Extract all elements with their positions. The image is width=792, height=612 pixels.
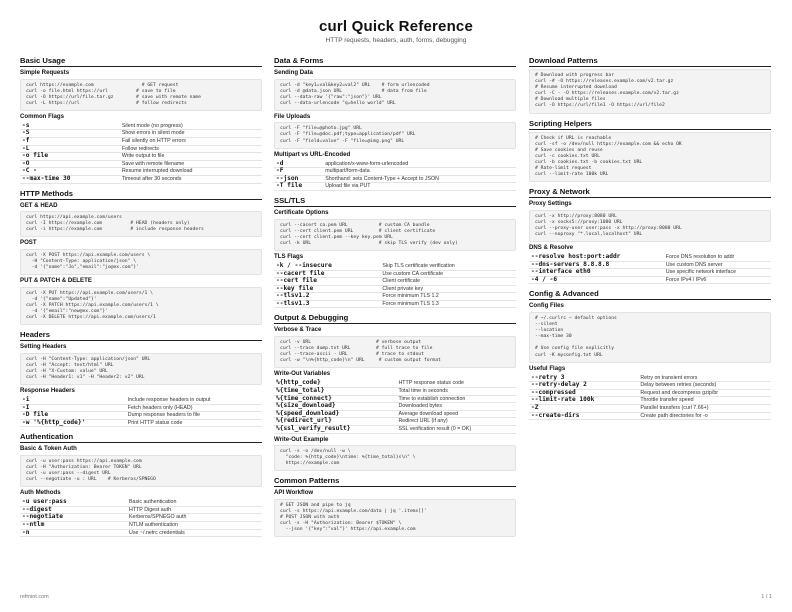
flag-name: -d <box>274 161 323 168</box>
table-row <box>20 499 262 506</box>
code-block: curl -u user:pass https://api.example.com curl -H "Authorization: Bearer TOKEN" URL curl -u user:pass --digest URL curl --negotiate -u : URL # Kerberos/SPNEGO <box>20 455 262 487</box>
table-row <box>274 387 516 395</box>
flag-name: --json <box>274 175 323 183</box>
flag-name: %{size_download} <box>274 403 396 411</box>
table-row <box>274 183 516 191</box>
footer-site: refmint.com <box>20 594 49 600</box>
flag-description: Use specific network interface <box>664 269 771 277</box>
flag-name: -T file <box>274 183 323 191</box>
page-title: curl Quick Reference <box>318 18 474 35</box>
section-title-http-methods: HTTP Methods <box>20 189 262 200</box>
flag-name: --digest <box>20 506 127 514</box>
subsection-title: Config Files <box>529 302 564 310</box>
flag-name: -f <box>20 138 120 146</box>
code-block: curl -v URL # verbose output curl --trace dump.txt URL # full trace to file curl --trace-ascii - URL # trace to stdout curl -w "\n%{http_code}\n" URL # custom output format <box>274 336 516 368</box>
code-block: curl -s -o /dev/null -w \ "code: %{http_code}\ntime: %{time_total}s\n" \ https://example.com <box>274 445 516 471</box>
table-row <box>529 405 771 413</box>
flag-name: --negotiate <box>20 514 127 522</box>
flag-description: Delay between retries (seconds) <box>638 382 771 390</box>
write-out-table <box>274 380 516 433</box>
flag-description: Silent mode (no progress) <box>120 123 262 130</box>
page-header <box>0 18 792 45</box>
flag-description: multipart/form-data <box>323 168 516 176</box>
code-block: curl -d "key1=val&key2=val2" URL # form urlencoded curl -d @data.json URL # data from file curl --data-raw '{"raw":"json"}' URL curl --data-urlencode "q=hello world" URL <box>274 79 516 111</box>
useful-flags-table <box>529 375 771 421</box>
subsection-title: Multipart vs URL-Encoded <box>274 150 351 158</box>
page-subtitle: HTTP requests, headers, auth, forms, debugging <box>325 37 467 44</box>
code-block: # Check if URL is reachable curl -sf -o /dev/null https://example.com && echo OK # Save cookies and reuse curl -c cookies.txt URL curl -b cookies.txt -b cookies.txt URL # Rate-limit request curl --limit-rate 100k URL <box>529 132 771 183</box>
subsection-title: Basic & Token Auth <box>20 445 77 453</box>
flag-name: %{ssl_verify_result} <box>274 425 396 433</box>
subsection-title: GET & HEAD <box>20 201 58 209</box>
flag-name: --retry 3 <box>529 375 638 382</box>
section-title-ssl-tls: SSL/TLS <box>274 196 516 207</box>
table-row <box>20 176 262 184</box>
response-headers-table <box>20 397 262 427</box>
flag-name: --interface eth0 <box>529 269 664 277</box>
flag-name: -w '%{http_code}' <box>20 419 126 427</box>
flag-description: Follow redirects <box>120 145 262 153</box>
flag-name: -n <box>20 529 127 537</box>
flag-description: Force minimum TLS 1.2 <box>380 293 516 301</box>
code-block: curl -x http://proxy:8080 URL curl -x socks5://proxy:1080 URL curl --proxy-user user:pass -x http://proxy:8080 URL curl --noproxy "*.local,localhost" URL <box>529 210 771 242</box>
flag-name: -C - <box>20 168 120 176</box>
table-row <box>20 130 262 138</box>
flag-name: --max-time 30 <box>20 176 120 184</box>
subsection-title: Response Headers <box>20 387 75 395</box>
flag-description: Retry on transient errors <box>638 375 771 382</box>
flag-name: -k / --insecure <box>274 263 380 270</box>
subsection-title: Sending Data <box>274 69 313 76</box>
flag-description: Show errors in silent mode <box>120 130 262 138</box>
flag-name: -o file <box>20 153 120 161</box>
code-block: curl -F "file=@photo.jpg" URL curl -F "file=@doc.pdf;type=application/pdf" URL curl -F "field=value" -F "file=@img.png" URL <box>274 122 516 148</box>
table-row <box>20 529 262 537</box>
section-title-config-advanced: Config & Advanced <box>529 289 771 300</box>
flag-name: --limit-rate 100k <box>529 397 638 405</box>
flag-name: -i <box>20 397 126 404</box>
code-block: curl -X PUT https://api.example.com/users/1 \ -d '{"name":"Updated"}' curl -X PATCH https://api.example.com/users/1 \ -d '{"email":"new@ex.com"}' curl -X DELETE https://api.example.com/users/1 <box>20 287 262 325</box>
table-row <box>20 404 262 412</box>
flag-description: Basic authentication <box>127 499 262 506</box>
table-row <box>274 161 516 168</box>
flag-description: HTTP Digest auth <box>127 506 262 514</box>
section-title-scripting-helpers: Scripting Helpers <box>529 119 771 130</box>
subsection-title: Auth Methods <box>20 489 61 497</box>
subsection-title: DNS & Resolve <box>529 244 574 252</box>
subsection-title: Setting Headers <box>20 343 67 351</box>
subsection-title: PUT & PATCH & DELETE <box>20 277 92 285</box>
subsection-title: Common Flags <box>20 112 65 120</box>
code-block: curl https://api.example.com/users curl -I https://example.com # HEAD (headers only) curl -i https://example.com # include response headers <box>20 211 262 237</box>
flag-description: Shorthand: sets Content-Type + Accept to JSON <box>323 175 516 183</box>
table-row <box>274 285 516 293</box>
table-row <box>274 425 516 433</box>
flag-name: -s <box>20 123 120 130</box>
table-row <box>20 123 262 130</box>
subsection-title: Write-Out Variables <box>274 370 331 378</box>
flag-description: Use ~/.netrc credentials <box>127 529 262 537</box>
flag-description: Total time in seconds <box>396 387 516 395</box>
flag-name: -L <box>20 145 120 153</box>
flag-name: --tlsv1.3 <box>274 300 380 308</box>
code-block: curl --cacert ca.pem URL # custom CA bundle curl --cert client.pem URL # client certificate curl --cert client.pem --key key.pem URL curl -k URL # skip TLS verify (dev only) <box>274 219 516 251</box>
flag-name: -D file <box>20 412 126 420</box>
flag-description: Use custom CA certificate <box>380 270 516 278</box>
flag-description: Average download speed <box>396 410 516 418</box>
section-title-output-debugging: Output & Debugging <box>274 313 516 324</box>
dns-table <box>529 254 771 284</box>
flag-name: -4 / -6 <box>529 276 664 284</box>
flag-description: Skip TLS certificate verification <box>380 263 516 270</box>
section-title-headers: Headers <box>20 330 262 341</box>
flag-description: Client certificate <box>380 278 516 286</box>
section-title-download-patterns: Download Patterns <box>529 56 771 67</box>
table-row <box>274 293 516 301</box>
flag-name: -O <box>20 160 120 168</box>
table-row <box>274 263 516 270</box>
code-block: curl -X POST https://api.example.com/users \ -H "Content-Type: application/json" \ -d '{"name":"Jo","email":"jo@ex.com"}' <box>20 249 262 275</box>
code-block: curl -H "Content-Type: application/json" URL curl -H "Accept: text/html" URL curl -H "X-Custom: value" URL curl -H "Header1: v1" -H "Header2: v2" URL <box>20 353 262 385</box>
subsection-title: TLS Flags <box>274 252 304 260</box>
section-title-proxy-network: Proxy & Network <box>529 187 771 198</box>
subsection-title: Certificate Options <box>274 209 329 217</box>
table-row <box>20 397 262 404</box>
code-block: curl https://example.com # GET request curl -o file.html https://url # save to file curl -O https://url/file.tar.gz # save with remote name curl -L https://url # follow redirects <box>20 79 262 111</box>
flag-description: Write output to file <box>120 153 262 161</box>
flag-description: Dump response headers to file <box>126 412 262 420</box>
table-row <box>529 412 771 420</box>
flag-name: %{time_total} <box>274 387 396 395</box>
flag-name: --key file <box>274 285 380 293</box>
flag-description: Time to establish connection <box>396 395 516 403</box>
table-row <box>274 175 516 183</box>
flag-description: Timeout after 30 seconds <box>120 176 262 184</box>
flag-description: Force DNS resolution to addr <box>664 254 771 261</box>
subsection-title: Verbose & Trace <box>274 326 322 334</box>
flag-name: --retry-delay 2 <box>529 382 638 390</box>
table-row <box>529 397 771 405</box>
table-row <box>20 145 262 153</box>
subsection-title: Proxy Settings <box>529 200 572 208</box>
flag-description: Fail silently on HTTP errors <box>120 138 262 146</box>
flag-name: -F <box>274 168 323 176</box>
flag-description: Redirect URL (if any) <box>396 418 516 426</box>
column-1 <box>20 56 262 537</box>
flags-table <box>20 123 262 184</box>
table-row <box>20 522 262 530</box>
flag-description: Force IPv4 / IPv6 <box>664 276 771 284</box>
flag-description: Fetch headers only (HEAD) <box>126 404 262 412</box>
flag-description: SSL verification result (0 = OK) <box>396 425 516 433</box>
flag-description: Kerberos/SPNEGO auth <box>127 514 262 522</box>
flag-description: Include response headers in output <box>126 397 262 404</box>
subsection-title: POST <box>20 239 37 247</box>
tls-flags-table <box>274 263 516 309</box>
table-row <box>20 160 262 168</box>
flag-name: --dns-servers 8.8.8.8 <box>529 261 664 269</box>
flag-name: -u user:pass <box>20 499 127 506</box>
table-row <box>20 419 262 427</box>
flag-name: %{http_code} <box>274 380 396 387</box>
section-title-common-patterns: Common Patterns <box>274 476 516 487</box>
subsection-title: Simple Requests <box>20 69 70 76</box>
flag-description: Use custom DNS server <box>664 261 771 269</box>
subsection-title: File Uploads <box>274 112 311 120</box>
table-row <box>529 276 771 284</box>
flag-name: --ntlm <box>20 522 127 530</box>
code-block: # Download with progress bar curl -# -O https://releases.example.com/v2.tar.gz # Resume interrupted download curl -C - -O https://releases.example.com/v2.tar.gz # Download multiple files curl -O https://url/file1 -O https://url/file2 <box>529 69 771 114</box>
flag-description: Print HTTP status code <box>126 419 262 427</box>
column-2 <box>274 56 516 537</box>
code-block: # ~/.curlrc — default options --silent --location --max-time 30 # Use config file explicitly curl -K myconfig.txt URL <box>529 312 771 363</box>
flag-description: Client private key <box>380 285 516 293</box>
flag-name: %{redirect_url} <box>274 418 396 426</box>
table-row <box>274 168 516 176</box>
table-row <box>20 153 262 161</box>
flag-name: %{time_connect} <box>274 395 396 403</box>
flag-description: application/x-www-form-urlencoded <box>323 161 516 168</box>
flag-name: --cacert file <box>274 270 380 278</box>
table-row <box>274 300 516 308</box>
table-row <box>20 514 262 522</box>
flag-name: -Z <box>529 405 638 413</box>
flag-description: Resume interrupted download <box>120 168 262 176</box>
section-title-authentication: Authentication <box>20 432 262 443</box>
flag-name: --resolve host:port:addr <box>529 254 664 261</box>
flag-description: Throttle transfer speed <box>638 397 771 405</box>
auth-methods-table <box>20 499 262 537</box>
column-3 <box>529 56 771 420</box>
flag-description: Downloaded bytes <box>396 403 516 411</box>
flag-description: Create path directories for -o <box>638 412 771 420</box>
flag-name: --compressed <box>529 389 638 397</box>
flag-name: --cert file <box>274 278 380 286</box>
flag-name: -I <box>20 404 126 412</box>
flag-description: Force minimum TLS 1.3 <box>380 300 516 308</box>
footer-page-number: 1 / 1 <box>761 594 772 600</box>
table-row <box>529 269 771 277</box>
multipart-table <box>274 161 516 191</box>
flag-name: %{speed_download} <box>274 410 396 418</box>
subsection-title: Write-Out Example <box>274 435 329 443</box>
flag-description: Save with remote filename <box>120 160 262 168</box>
flag-description: Parallel transfers (curl 7.66+) <box>638 405 771 413</box>
section-title-basic-usage: Basic Usage <box>20 56 262 67</box>
flag-name: --tlsv1.2 <box>274 293 380 301</box>
subsection-title: Useful Flags <box>529 364 566 372</box>
section-title-data-forms: Data & Forms <box>274 56 516 67</box>
code-block: # GET JSON and pipe to jq curl -s https://api.example.com/data | jq '.items[]' # POST JSON with auth curl -s -H "Authorization: Bearer $TOKEN" \ --json '{"key":"val"}' https://api.example.com <box>274 499 516 537</box>
flag-description: Request and decompress gzip/br <box>638 389 771 397</box>
flag-description: HTTP response status code <box>396 380 516 387</box>
subsection-title: API Workflow <box>274 489 314 497</box>
flag-name: --create-dirs <box>529 412 638 420</box>
flag-description: NTLM authentication <box>127 522 262 530</box>
flag-description: Upload file via PUT <box>323 183 516 191</box>
flag-name: -S <box>20 130 120 138</box>
table-row <box>20 138 262 146</box>
